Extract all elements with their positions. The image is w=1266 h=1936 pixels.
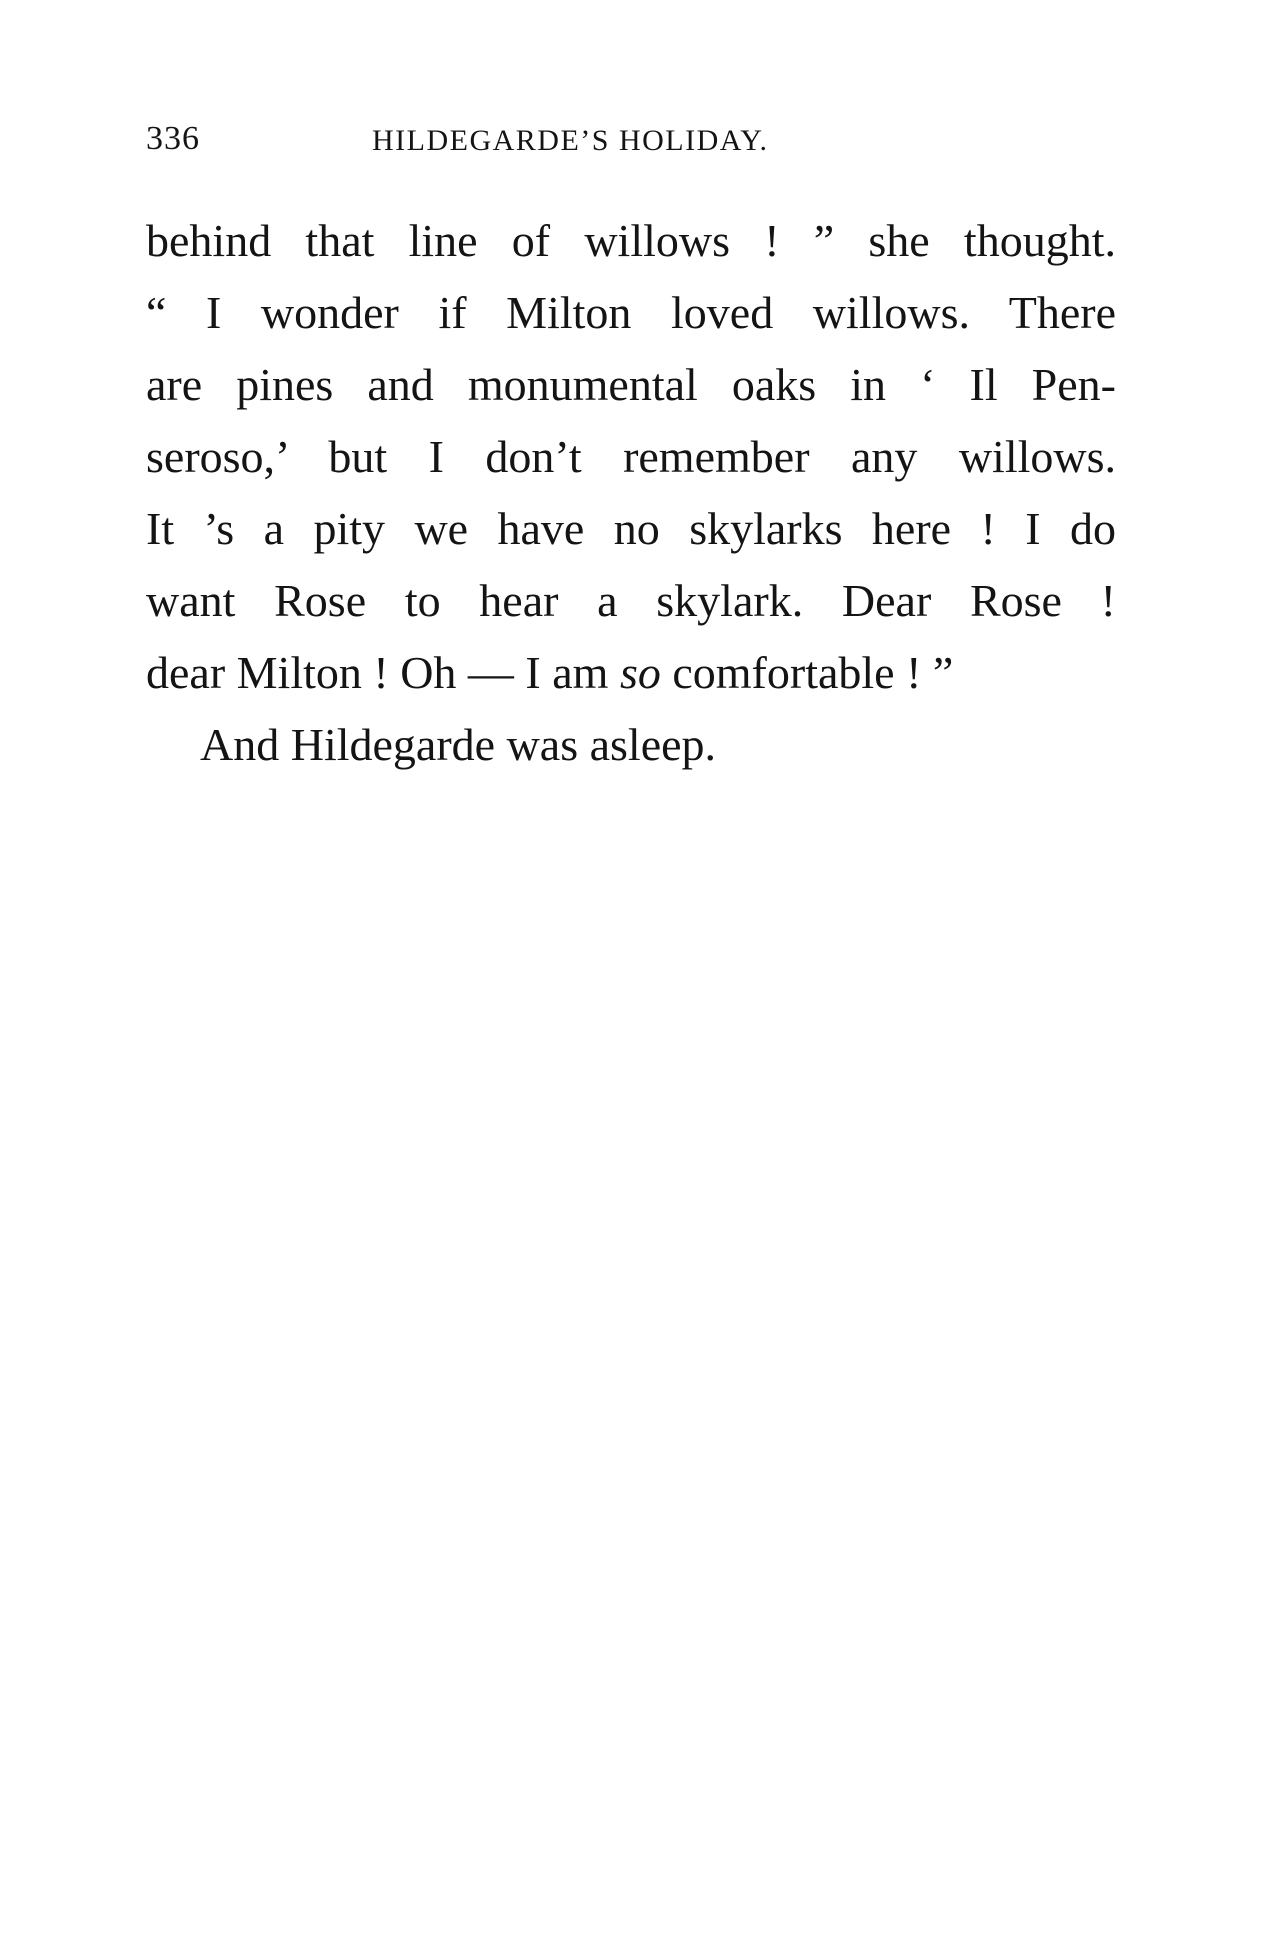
book-title: HILDEGARDE’S HOLIDAY. xyxy=(372,124,769,157)
page-number: 336 xyxy=(146,120,200,157)
body-text xyxy=(146,205,1116,781)
text-line-1: behind that line of willows ! ” she thought. xyxy=(146,215,1116,266)
text-line-2: “ I wonder if Milton loved willows. There xyxy=(146,287,1116,338)
text-line-4: seroso,’ but I don’t remember any willows. xyxy=(146,431,1116,482)
text-line-7 xyxy=(146,637,1116,709)
text-line-6: want Rose to hear a skylark. Dear Rose ! xyxy=(146,575,1116,626)
running-header xyxy=(146,120,1102,170)
text-line-3: are pines and monumental oaks in ‘ Il Pen- xyxy=(146,359,1116,410)
text-line-7-start: dear Milton ! Oh — I am xyxy=(146,647,620,698)
closing-line: And Hildegarde was asleep. xyxy=(200,719,717,770)
text-line-5: It ’s a pity we have no skylarks here ! I do xyxy=(146,503,1116,554)
emphasis-word: so xyxy=(619,647,661,698)
text-line-7-end: comfortable ! ” xyxy=(660,647,954,698)
